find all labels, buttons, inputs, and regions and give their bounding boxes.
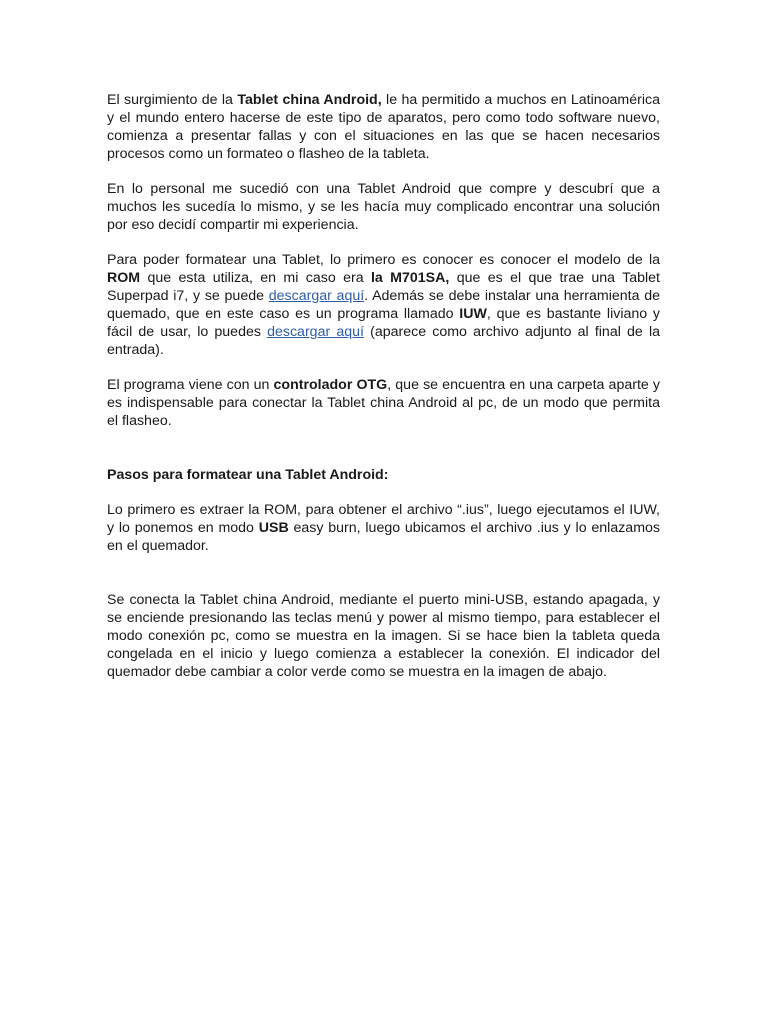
document-body xyxy=(107,91,660,681)
download-rom-link[interactable]: descargar aquí xyxy=(268,288,365,304)
text-run: , que es bastante liviano y fácil de usar, lo puedes xyxy=(107,306,660,340)
paragraph-experience xyxy=(107,180,660,234)
bold-term: ROM xyxy=(107,270,141,286)
text-run: El surgimiento de la xyxy=(107,92,238,108)
text-run: Para poder formatear una Tablet, lo primero es conocer es conocer el modelo de la xyxy=(107,252,660,268)
text-run: Lo primero es extraer la ROM, para obtener el archivo “.ius”, luego ejecutamos el IUW, y lo ponemos en modo xyxy=(107,502,660,536)
paragraph-step-connect xyxy=(107,591,660,681)
paragraph-intro xyxy=(107,91,660,163)
bold-term: IUW xyxy=(459,306,487,322)
bold-term: USB xyxy=(258,520,289,536)
bold-term: la M701SA, xyxy=(370,270,450,286)
text-run: le ha permitido a muchos en Latinoamérica y el mundo entero hacerse de este tipo de aparatos, pero como todo software nuevo, comienza a presentar fallas y con el situaciones en las que se hacen necesarios procesos como un formateo o flasheo de la tableta. xyxy=(107,92,661,162)
text-run: , que se encuentra en una carpeta aparte y es indispensable para conectar la Tablet china Android al pc, de un modo que permita el flasheo. xyxy=(107,377,660,429)
text-run: El programa viene con un xyxy=(107,377,274,393)
paragraph-otg xyxy=(107,376,660,430)
paragraph-rom xyxy=(107,251,660,359)
download-iuw-link[interactable]: descargar aquí xyxy=(267,324,364,340)
text-run: easy burn, luego ubicamos el archivo .ius y lo enlazamos en el quemador. xyxy=(107,520,660,554)
text-run: que es el que trae una Tablet Superpad i7, y se puede xyxy=(107,270,660,304)
text-run: Se conecta la Tablet china Android, mediante el puerto mini-USB, estando apagada, y se enciende presionando las teclas menú y power al mismo tiempo, para establecer el modo conexión pc, como se muestra en la imagen. Si se hace bien la tableta queda congelada en el inicio y luego comienza a establecer la conexión. El indicador del quemador debe cambiar a color verde como se muestra en la imagen de abajo. xyxy=(107,592,660,680)
bold-term: controlador OTG xyxy=(273,377,388,393)
text-run: En lo personal me sucedió con una Tablet Android que compre y descubrí que a muchos les sucedía lo mismo, y se les hacía muy complicado encontrar una solución por eso decidí compartir mi experiencia. xyxy=(107,181,660,233)
text-run: . Además se debe instalar una herramienta de quemado, que en este caso es un programa llamado xyxy=(107,288,660,322)
text-run: que esta utiliza, en mi caso era xyxy=(140,270,371,286)
text-run: (aparece como archivo adjunto al final de la entrada). xyxy=(107,324,660,358)
bold-term: Tablet china Android, xyxy=(237,92,382,108)
section-heading: Pasos para formatear una Tablet Android: xyxy=(107,467,389,483)
paragraph-step-extract xyxy=(107,501,660,555)
